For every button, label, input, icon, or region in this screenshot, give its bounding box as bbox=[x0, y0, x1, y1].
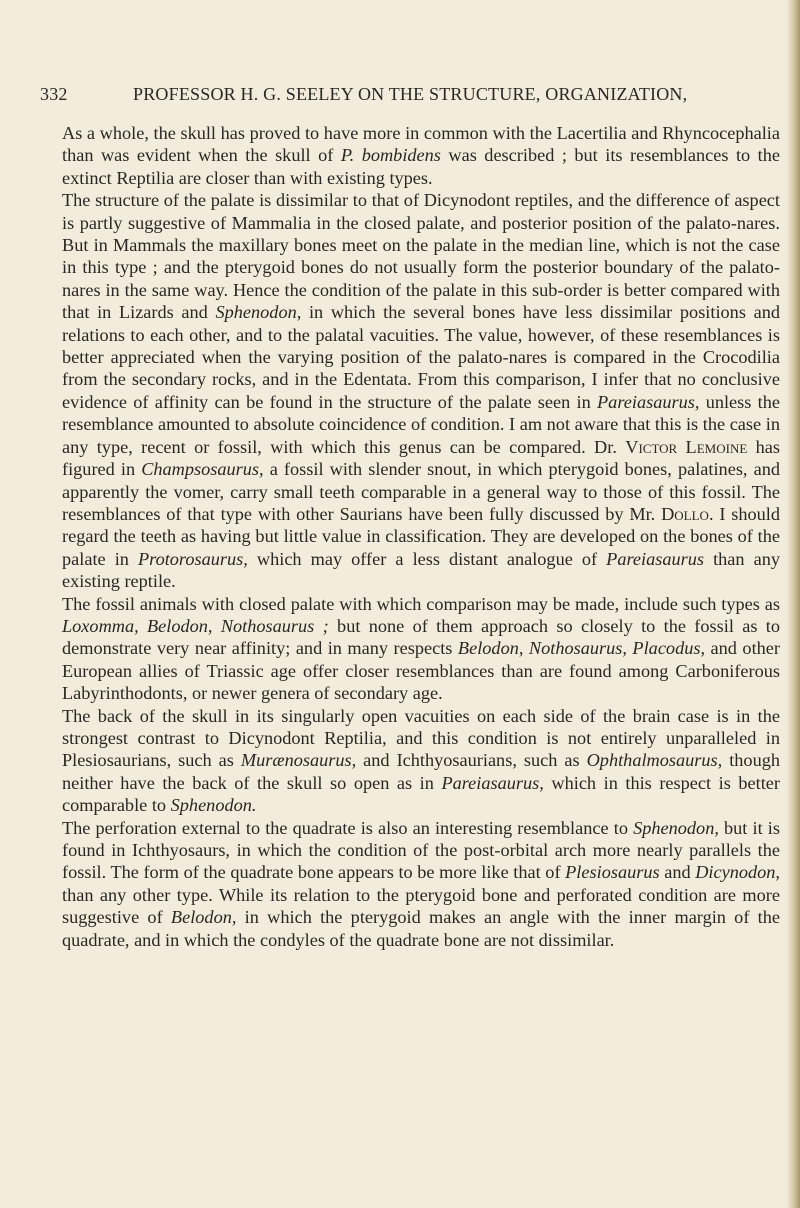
taxon-name: Plesiosaurus bbox=[565, 862, 660, 883]
taxon-name: Dicynodon, bbox=[695, 862, 780, 883]
page-number: 332 bbox=[40, 84, 68, 104]
text-segment: The back of the skull in its singularly open vacuities on each side of the brain case is in the strongest contrast to Dicynodont Reptilia, and this condition is not entirely unparalleled in Plesiosaurians, such as bbox=[62, 705, 780, 771]
page-edge-shadow bbox=[786, 0, 800, 1208]
taxon-name: Pareiasaurus, bbox=[597, 391, 700, 412]
text-segment: but none of them approach so closely to the fossil as to demonstrate very near affinity; and in many respects bbox=[62, 615, 780, 659]
taxon-name: Pareiasaurus, bbox=[441, 772, 544, 793]
text-segment: and Ichthyosaurians, such as bbox=[356, 750, 587, 771]
text-segment: and other European allies of Triassic age offer closer resemblances than are found among Carboniferous Labyrinthodonts, or newer genera of secondary age. bbox=[62, 638, 780, 704]
text-segment: though neither have the back of the skull so open as in bbox=[62, 750, 780, 793]
taxon-name: P. bombidens bbox=[340, 145, 441, 166]
taxon-name: Belodon, Nothosaurus, Placodus, bbox=[457, 638, 706, 659]
taxon-name: Belodon, bbox=[170, 907, 237, 928]
text-segment: but it is found in Ichthyosaurs, in which the condition of the post-orbital arch more nearly parallels the fossil. The form of the quadrate bone appears to be more like that of bbox=[62, 817, 780, 883]
text-segment: which in this respect is better comparable to bbox=[62, 772, 780, 816]
taxon-name: Champsosaurus, bbox=[141, 459, 264, 480]
text-segment: which may offer a less distant analogue of bbox=[247, 548, 607, 569]
taxon-name: Sphenodon, bbox=[215, 302, 302, 323]
paragraph bbox=[62, 122, 780, 189]
paragraph bbox=[62, 817, 780, 951]
text-segment: was described ; but its resemblances to the extinct Reptilia are closer than with existing types. bbox=[62, 145, 780, 188]
taxon-name: Ophthalmosaurus, bbox=[586, 750, 723, 771]
text-segment: a fossil with slender snout, in which pterygoid bones, palatines, and apparently the vomer, carry small teeth comparable in a general way to those of this fossil. The resemblances of that type with other Saurians have been fully discussed by Mr. bbox=[62, 459, 780, 524]
taxon-name: Sphenodon, bbox=[633, 817, 719, 838]
taxon-name: Murænosaurus, bbox=[240, 750, 357, 771]
paragraph bbox=[62, 189, 780, 592]
text-segment: The fossil animals with closed palate with which comparison may be made, include such types as bbox=[62, 593, 780, 614]
paragraph bbox=[62, 593, 780, 705]
text-segment: in which the pterygoid makes an angle with the inner margin of the quadrate, and in which the condyles of the quadrate bone are not dissimilar. bbox=[62, 907, 780, 950]
taxon-name: Pareiasaurus bbox=[606, 548, 705, 569]
text-segment: in which the several bones have less dissimilar positions and relations to each other, and to the palatal vacuities. The value, however, of these resemblances is better appreciated when the varying position of the palato-nares is compared in the Crocodilia from the secondary rocks, and in the Edentata. From this comparison, I infer that no conclusive evidence of affinity can be found in the structure of the palate seen in bbox=[62, 302, 780, 412]
text-segment: and bbox=[659, 862, 696, 883]
text-segment: than any existing reptile. bbox=[62, 548, 780, 592]
text-segment: has figured in bbox=[62, 436, 780, 480]
taxon-name: Loxomma, Belodon, Nothosaurus ; bbox=[62, 615, 329, 636]
taxon-name: Sphenodon. bbox=[170, 795, 257, 816]
running-title: PROFESSOR H. G. SEELEY ON THE STRUCTURE, ORGANIZATION, bbox=[133, 84, 688, 104]
text-segment: unless the resemblance amounted to absolute coincidence of condition. I am not aware that this is the case in any type, recent or fossil, with which this genus can be compared. Dr. bbox=[62, 391, 780, 457]
text-segment: As a whole, the skull has proved to have more in common with the Lacertilia and Rhyncocephalia than was evident when the skull of bbox=[62, 123, 780, 166]
taxon-name: Protorosaurus, bbox=[137, 548, 248, 569]
text-segment: than any other type. While its relation to the pterygoid bone and perforated condition are more suggestive of bbox=[62, 884, 780, 928]
running-head bbox=[40, 84, 770, 108]
paragraph bbox=[62, 705, 780, 817]
text-segment: The structure of the palate is dissimilar to that of Dicynodont reptiles, and the difference of aspect is partly suggestive of Mammalia in the closed palate, and posterior position of the palato-nares. But in Mammals the maxillary bones meet on the palate in the median line, which is not the case in this type ; and the pterygoid bones do not usually form the posterior boundary of the palato-nares in the same way. Hence the condition of the palate in this sub-order is better compared with that in Lizards and bbox=[62, 190, 780, 323]
author-name: Victor Lemoine bbox=[625, 436, 748, 457]
author-name: Dollo. bbox=[661, 503, 714, 524]
text-segment: The perforation external to the quadrate is also an interesting resemblance to bbox=[62, 817, 634, 838]
text-segment: I should regard the teeth as having but little value in classification. They are developed on the bones of the palate in bbox=[62, 503, 780, 569]
body-text bbox=[62, 122, 780, 951]
